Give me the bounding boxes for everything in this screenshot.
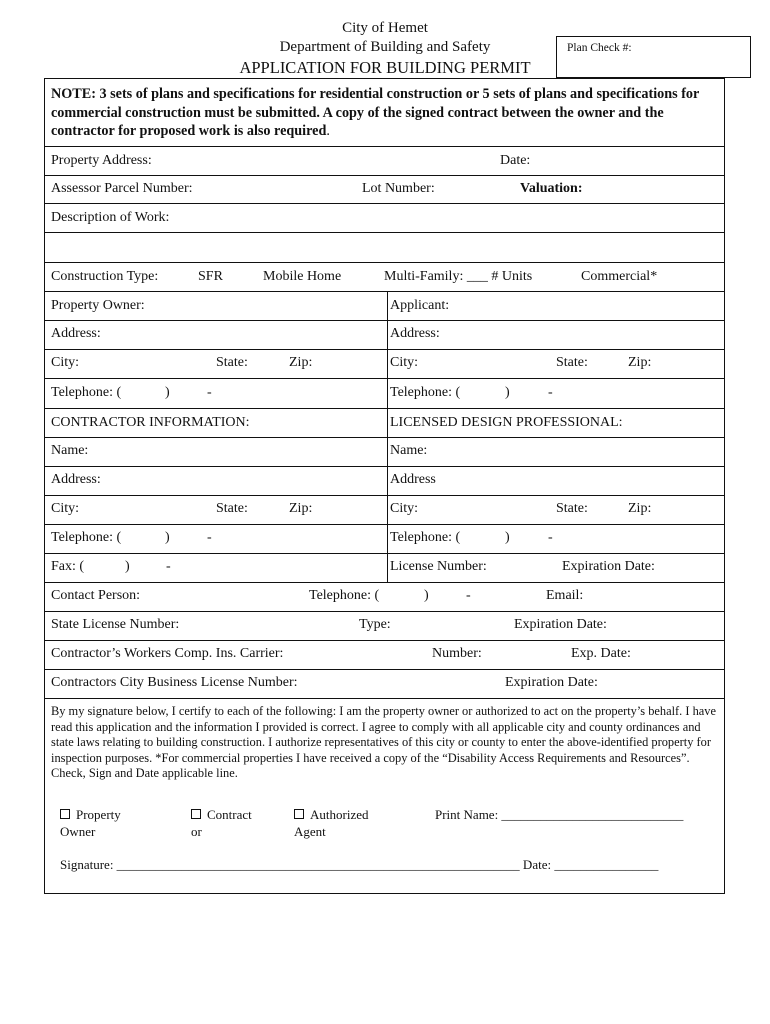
applicant-state-label: State: bbox=[556, 355, 588, 370]
contractor-zip-label: Zip: bbox=[289, 501, 313, 516]
certification-text: By my signature below, I certify to each of the following: I am the property owner or authorized to act on the property’s behalf. I have read this application and the information I provided is correct. I agree to comply with all applicable city and county ordinances and state laws relating to building construction. I authorize representatives of this city or county to enter the above-identified property for inspection purposes. *For commercial properties I have received a copy of the “Disability Access Requirements and Resources”. Check, Sign and Date applicable line. bbox=[51, 704, 716, 781]
contractor-name-label: Name: bbox=[51, 443, 89, 458]
construction-type-row[interactable] bbox=[45, 263, 724, 292]
construction-type-label: Construction Type: bbox=[51, 269, 159, 284]
department-name: Department of Building and Safety bbox=[279, 39, 491, 55]
workers-comp-row[interactable] bbox=[45, 641, 724, 670]
parcel-row[interactable] bbox=[45, 176, 724, 204]
contractor-telephone-row[interactable] bbox=[45, 525, 724, 554]
contractor-address-row[interactable] bbox=[45, 467, 724, 496]
design-professional-heading: LICENSED DESIGN PROFESSIONAL: bbox=[390, 415, 623, 430]
form-title: APPLICATION FOR BUILDING PERMIT bbox=[239, 58, 531, 77]
contractor-state-label: State: bbox=[216, 501, 248, 516]
business-license-exp-label: Expiration Date: bbox=[505, 675, 598, 690]
certification-section bbox=[45, 699, 724, 894]
owner-telephone-label: Telephone: ( bbox=[51, 385, 122, 400]
designer-tel-close: ) bbox=[505, 530, 510, 545]
applicant-tel-dash: - bbox=[548, 385, 553, 400]
checkbox-icon[interactable] bbox=[294, 809, 304, 819]
telephone-row[interactable] bbox=[45, 379, 724, 409]
lot-number-label: Lot Number: bbox=[362, 181, 435, 196]
license-type-label: Type: bbox=[359, 617, 391, 632]
contact-row[interactable] bbox=[45, 583, 724, 612]
designer-telephone-label: Telephone: ( bbox=[390, 530, 461, 545]
fax-dash: - bbox=[166, 559, 171, 574]
contractor-address-label: Address: bbox=[51, 472, 101, 487]
contractor-tel-dash: - bbox=[207, 530, 212, 545]
fax-license-row[interactable] bbox=[45, 554, 724, 583]
description-row[interactable] bbox=[45, 204, 724, 233]
signature-date-line[interactable]: Signature: ______________________________________________________________ Date: ________________ bbox=[60, 857, 659, 872]
designer-city-label: City: bbox=[390, 501, 419, 516]
email-label: Email: bbox=[546, 588, 584, 603]
note-section bbox=[45, 79, 724, 147]
owner-applicant-row[interactable] bbox=[45, 292, 724, 321]
designer-zip-label: Zip: bbox=[628, 501, 652, 516]
state-license-label: State License Number: bbox=[51, 617, 180, 632]
print-name-field[interactable]: Print Name: ____________________________ bbox=[435, 807, 684, 822]
contractor-tel-close: ) bbox=[165, 530, 170, 545]
contact-telephone-label: Telephone: ( bbox=[309, 588, 380, 603]
date-label: Date: bbox=[500, 153, 531, 168]
owner-checkbox-option[interactable]: Property Owner bbox=[60, 807, 121, 839]
contact-tel-dash: - bbox=[466, 588, 471, 603]
owner-tel-dash: - bbox=[207, 385, 212, 400]
applicant-tel-close: ) bbox=[505, 385, 510, 400]
multi-family-option[interactable]: Multi-Family: ___ # Units bbox=[384, 269, 533, 284]
checkbox-icon[interactable] bbox=[191, 809, 201, 819]
contractor-designer-header-row bbox=[45, 409, 724, 438]
designer-license-label: License Number: bbox=[390, 559, 487, 574]
note-text: NOTE: 3 sets of plans and specifications for residential construction or 5 sets of plans and specifications for commercial construction must be submitted. A copy of the signed contract between the owner and the contractor for proposed work is also required. bbox=[51, 86, 700, 139]
city-name: City of Hemet bbox=[342, 20, 428, 36]
property-address-row[interactable] bbox=[45, 147, 724, 176]
name-row[interactable] bbox=[45, 438, 724, 467]
checkbox-icon[interactable] bbox=[60, 809, 70, 819]
owner-zip-label: Zip: bbox=[289, 355, 313, 370]
city-row[interactable] bbox=[45, 350, 724, 379]
applicant-address-label: Address: bbox=[390, 326, 440, 341]
owner-address-label: Address: bbox=[51, 326, 101, 341]
permit-form bbox=[44, 78, 725, 894]
workers-comp-carrier-label: Contractor’s Workers Comp. Ins. Carrier: bbox=[51, 646, 284, 661]
designer-address-label: Address bbox=[390, 472, 436, 487]
column-divider bbox=[387, 292, 388, 583]
description-label: Description of Work: bbox=[51, 210, 170, 225]
business-license-row[interactable] bbox=[45, 670, 724, 699]
valuation-label: Valuation: bbox=[520, 181, 583, 196]
contact-tel-close: ) bbox=[424, 588, 429, 603]
designer-state-label: State: bbox=[556, 501, 588, 516]
workers-comp-exp-label: Exp. Date: bbox=[571, 646, 631, 661]
sfr-option[interactable]: SFR bbox=[198, 269, 223, 284]
applicant-telephone-label: Telephone: ( bbox=[390, 385, 461, 400]
contractor-info-heading: CONTRACTOR INFORMATION: bbox=[51, 415, 250, 430]
fax-close: ) bbox=[125, 559, 130, 574]
business-license-label: Contractors City Business License Number: bbox=[51, 675, 298, 690]
contractor-city-label: City: bbox=[51, 501, 80, 516]
contractor-telephone-label: Telephone: ( bbox=[51, 530, 122, 545]
owner-state-label: State: bbox=[216, 355, 248, 370]
designer-expiration-label: Expiration Date: bbox=[562, 559, 655, 574]
designer-name-label: Name: bbox=[390, 443, 428, 458]
apn-label: Assessor Parcel Number: bbox=[51, 181, 193, 196]
contractor-city-row[interactable] bbox=[45, 496, 724, 525]
commercial-option[interactable]: Commercial* bbox=[581, 269, 658, 284]
mobile-home-option[interactable]: Mobile Home bbox=[263, 269, 342, 284]
contractor-checkbox-option[interactable]: Contract or bbox=[191, 807, 252, 839]
contact-person-label: Contact Person: bbox=[51, 588, 141, 603]
designer-tel-dash: - bbox=[548, 530, 553, 545]
property-owner-label: Property Owner: bbox=[51, 298, 145, 313]
license-expiration-label: Expiration Date: bbox=[514, 617, 607, 632]
state-license-row[interactable] bbox=[45, 612, 724, 641]
owner-tel-close: ) bbox=[165, 385, 170, 400]
property-address-label: Property Address: bbox=[51, 153, 152, 168]
workers-comp-number-label: Number: bbox=[432, 646, 482, 661]
owner-city-label: City: bbox=[51, 355, 80, 370]
applicant-zip-label: Zip: bbox=[628, 355, 652, 370]
plan-check-box[interactable] bbox=[556, 36, 751, 78]
plan-check-label: Plan Check #: bbox=[567, 42, 632, 54]
fax-label: Fax: ( bbox=[51, 559, 85, 574]
applicant-label: Applicant: bbox=[390, 298, 450, 313]
description-blank-row[interactable] bbox=[45, 233, 724, 263]
address-row[interactable] bbox=[45, 321, 724, 350]
agent-checkbox-option[interactable]: Authorized Agent bbox=[294, 807, 369, 839]
applicant-city-label: City: bbox=[390, 355, 419, 370]
